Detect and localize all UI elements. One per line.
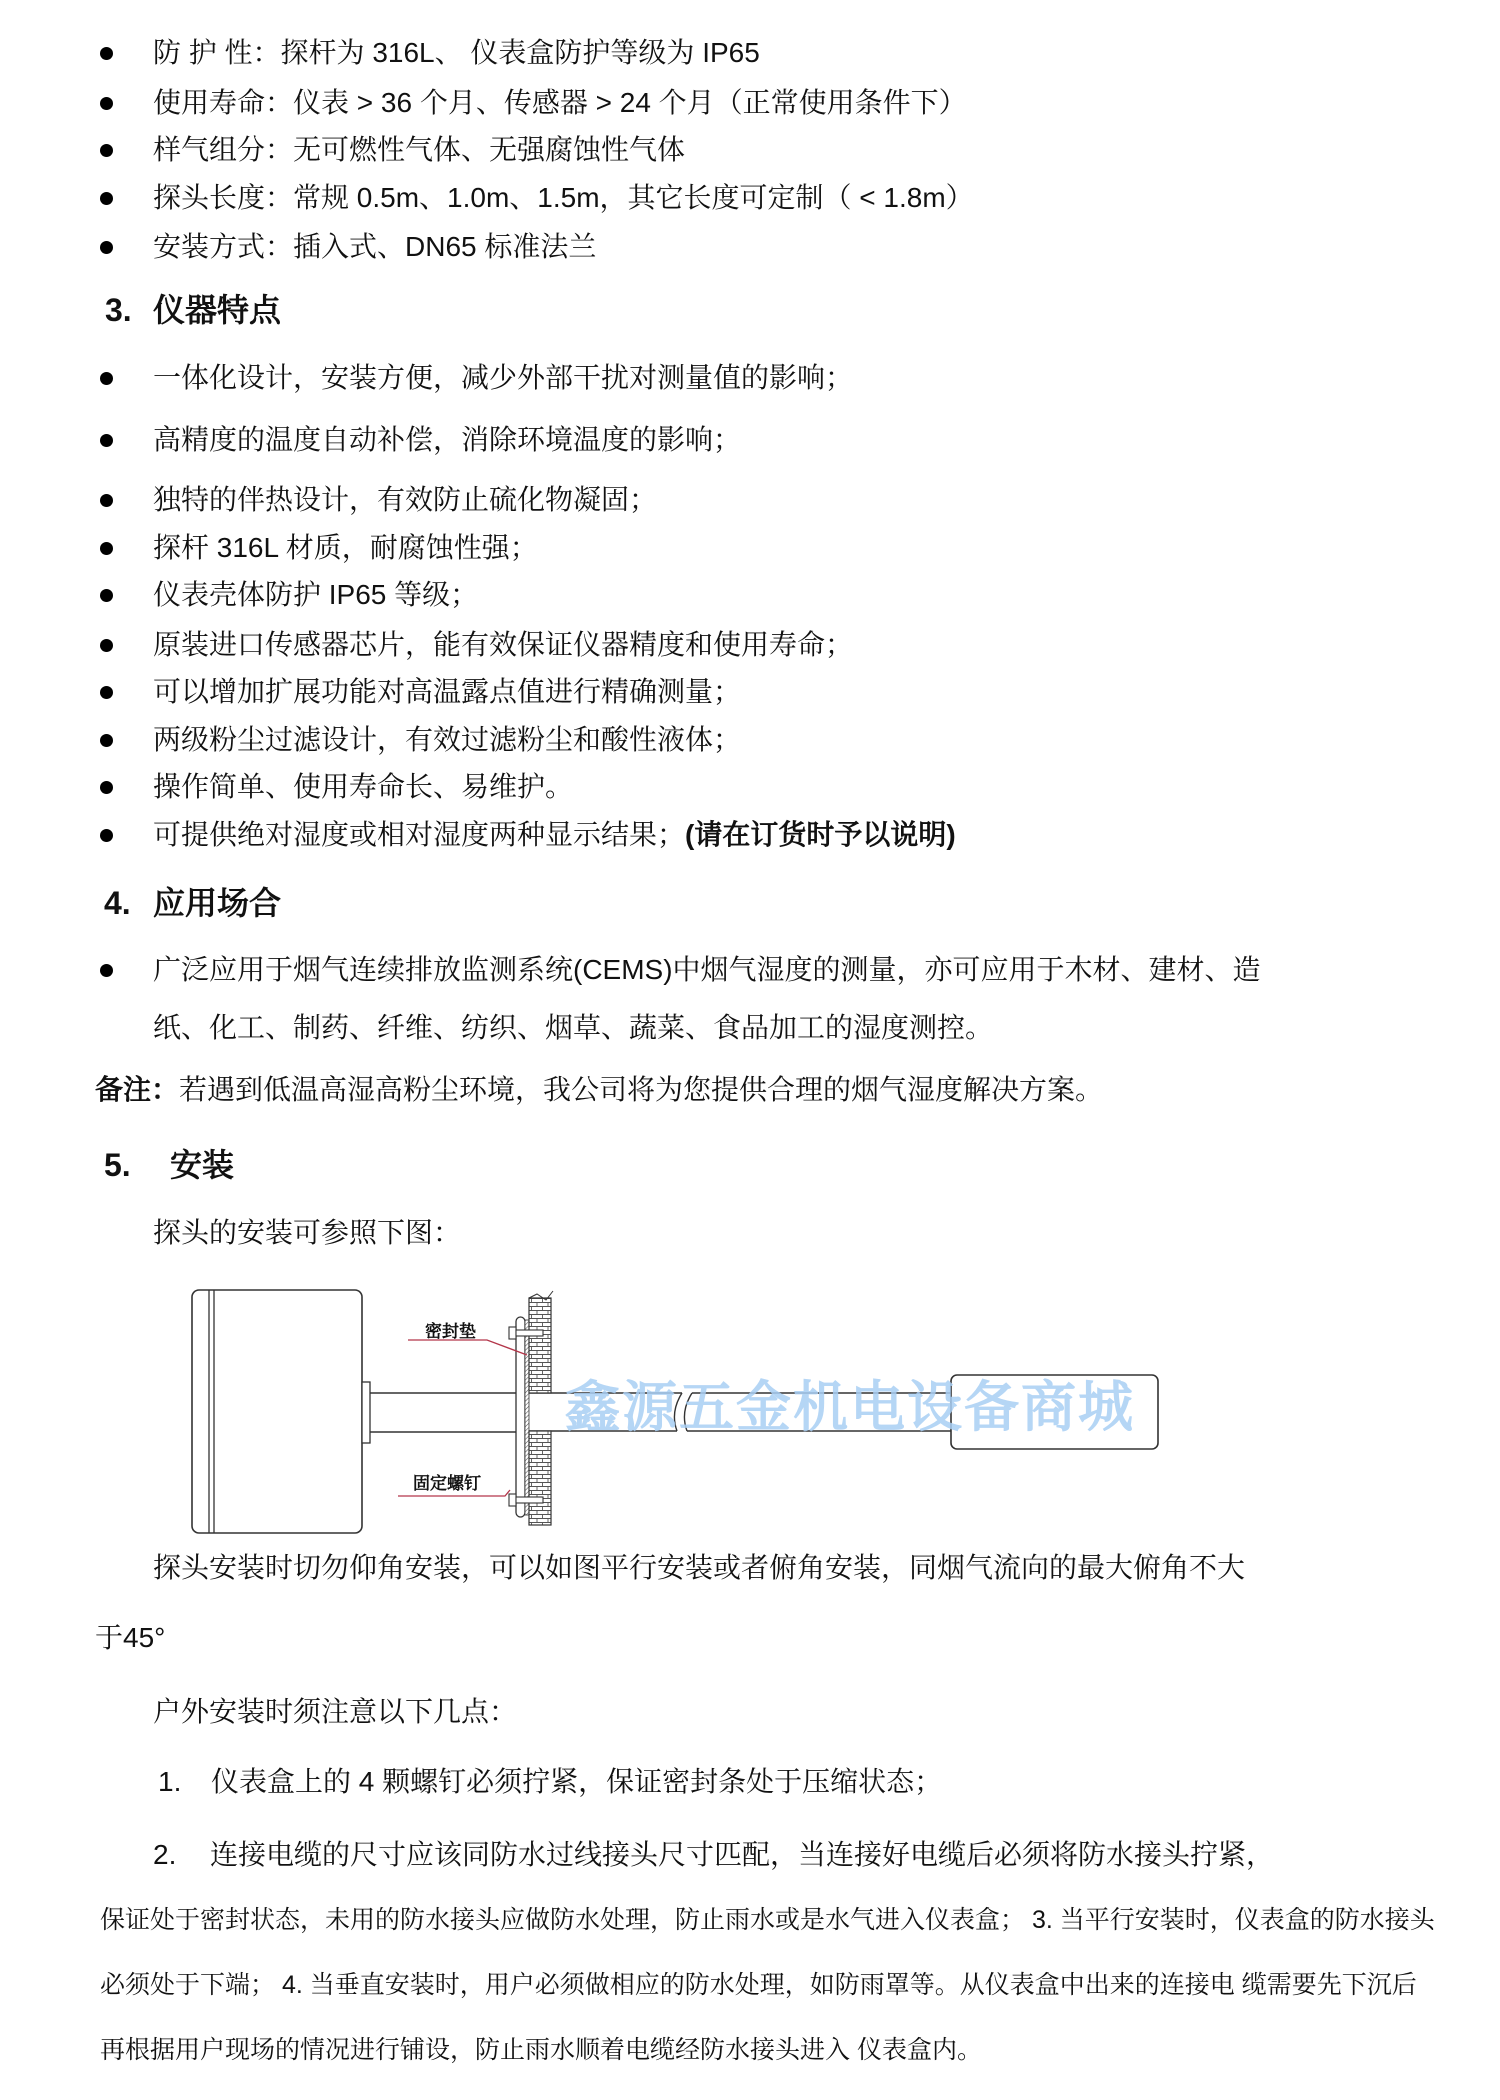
bullet-icon — [100, 144, 113, 157]
angle-note-continued: 于45° — [95, 1622, 166, 1653]
order-note: (请在订货时予以说明) — [685, 819, 956, 850]
bullet-icon — [100, 639, 113, 652]
feature-item — [0, 530, 1500, 566]
bullet-icon — [100, 372, 113, 385]
bullet-icon — [100, 829, 113, 842]
feature-item-text — [153, 817, 956, 853]
feature-item-text: 可以增加扩展功能对高温露点值进行精确测量； — [153, 676, 742, 707]
feature-item-text: 探杆 316L 材质，耐腐蚀性强； — [153, 532, 538, 563]
feature-item — [0, 627, 1500, 663]
feature-item — [0, 577, 1500, 613]
item-text: 连接电缆的尺寸应该同防水过线接头尺寸匹配，当连接好电缆后必须将防水接头拧紧， — [210, 1839, 1275, 1870]
spec-item-text: 使用寿命：仪表 > 36 个月、传感器 > 24 个月（正常使用条件下） — [153, 87, 967, 118]
feature-item — [0, 360, 1500, 396]
feature-item-text: 仪表壳体防护 IP65 等级； — [153, 579, 479, 610]
bullet-icon — [100, 192, 113, 205]
feature-item — [0, 482, 1500, 518]
application-line: 纸、化工、制药、纤维、纺织、烟草、蔬菜、食品加工的湿度测控。 — [153, 1012, 994, 1043]
bullet-icon — [100, 494, 113, 507]
feature-item-text: 操作简单、使用寿命长、易维护。 — [153, 771, 574, 802]
gasket-leader — [408, 1340, 527, 1355]
spec-item-text: 安装方式：插入式、DN65 标准法兰 — [153, 231, 597, 262]
feature-item — [0, 422, 1500, 458]
bullet-icon — [100, 241, 113, 254]
bullet-icon — [100, 542, 113, 555]
bullet-icon — [100, 97, 113, 110]
bullet-icon — [100, 47, 113, 60]
feature-item — [0, 674, 1500, 710]
meter-box — [192, 1290, 370, 1533]
feature-item-text: 两级粉尘过滤设计，有效过滤粉尘和酸性液体； — [153, 724, 742, 755]
feature-item-text: 独特的伴热设计，有效防止硫化物凝固； — [153, 484, 658, 515]
remark — [95, 1072, 1103, 1108]
feature-item — [0, 769, 1500, 805]
continuation-line: 保证处于密封状态，未用的防水接头应做防水处理，防止雨水或是水气进入仪表盒； 3. 当平行安装时，仪表盒的防水接头 — [100, 1906, 1435, 1934]
gasket-label: 密封垫 — [425, 1322, 476, 1341]
feature-item-text: 高精度的温度自动补偿，消除环境温度的影响； — [153, 424, 742, 455]
bullet-icon — [100, 734, 113, 747]
bullet-icon — [100, 964, 113, 977]
spec-item — [0, 85, 1500, 121]
section-title: 应用场合 — [153, 885, 282, 921]
spec-item — [0, 132, 1500, 168]
item-number: 1. — [158, 1766, 182, 1797]
spec-item — [0, 180, 1500, 216]
watermark: 鑫源五金机电设备商城 — [565, 1376, 1136, 1438]
spec-item — [0, 35, 1500, 71]
outdoor-intro: 户外安装时须注意以下几点： — [153, 1696, 518, 1727]
flange — [516, 1317, 525, 1517]
feature-item-text: 一体化设计，安装方便，减少外部干扰对测量值的影响； — [153, 362, 854, 393]
installation-intro: 探头的安装可参照下图： — [153, 1217, 462, 1248]
continuation-line: 必须处于下端； 4. 当垂直安装时，用户必须做相应的防水处理，如防雨罩等。从仪表盒中出来的连接电 缆需要先下沉后 — [100, 1971, 1417, 1999]
application-line: 广泛应用于烟气连续排放监测系统(CEMS)中烟气湿度的测量，亦可应用于木材、建材、造 — [153, 954, 1261, 985]
section-title: 仪器特点 — [153, 292, 282, 328]
item-number: 2. — [153, 1839, 177, 1870]
section-number: 3. — [105, 292, 132, 328]
remark-label: 备注： — [95, 1074, 180, 1105]
bullet-icon — [100, 434, 113, 447]
feature-item-text: 原装进口传感器芯片，能有效保证仪器精度和使用寿命； — [153, 629, 854, 660]
spec-item-text: 样气组分：无可燃性气体、无强腐蚀性气体 — [153, 134, 686, 165]
spec-item-text: 防 护 性：探杆为 316L、 仪表盒防护等级为 IP65 — [153, 37, 760, 68]
feature-item-main: 可提供绝对湿度或相对湿度两种显示结果； — [153, 819, 686, 850]
wall — [529, 1291, 553, 1525]
bullet-icon — [100, 781, 113, 794]
feature-item — [0, 722, 1500, 758]
application-item-continued — [0, 1010, 1500, 1046]
bolt-label: 固定螺钉 — [413, 1474, 481, 1493]
spec-item — [0, 229, 1500, 265]
bullet-icon — [100, 686, 113, 699]
angle-note: 探头安装时切勿仰角安装，可以如图平行安装或者俯角安装，同烟气流向的最大俯角不大 — [153, 1552, 1246, 1583]
continuation-line: 再根据用户现场的情况进行铺设，防止雨水顺着电缆经防水接头进入 仪表盒内。 — [100, 2036, 982, 2064]
bullet-icon — [100, 589, 113, 602]
section-title: 安装 — [170, 1147, 235, 1183]
feature-item — [0, 817, 1500, 853]
section-number: 5. — [104, 1147, 131, 1183]
spec-item-text: 探头长度：常规 0.5m、1.0m、1.5m，其它长度可定制（ < 1.8m） — [153, 182, 974, 213]
application-item — [0, 952, 1500, 988]
item-text: 仪表盒上的 4 颗螺钉必须拧紧，保证密封条处于压缩状态； — [211, 1766, 943, 1797]
remark-text: 若遇到低温高湿高粉尘环境，我公司将为您提供合理的烟气湿度解决方案。 — [179, 1074, 1104, 1105]
section-number: 4. — [104, 885, 131, 921]
